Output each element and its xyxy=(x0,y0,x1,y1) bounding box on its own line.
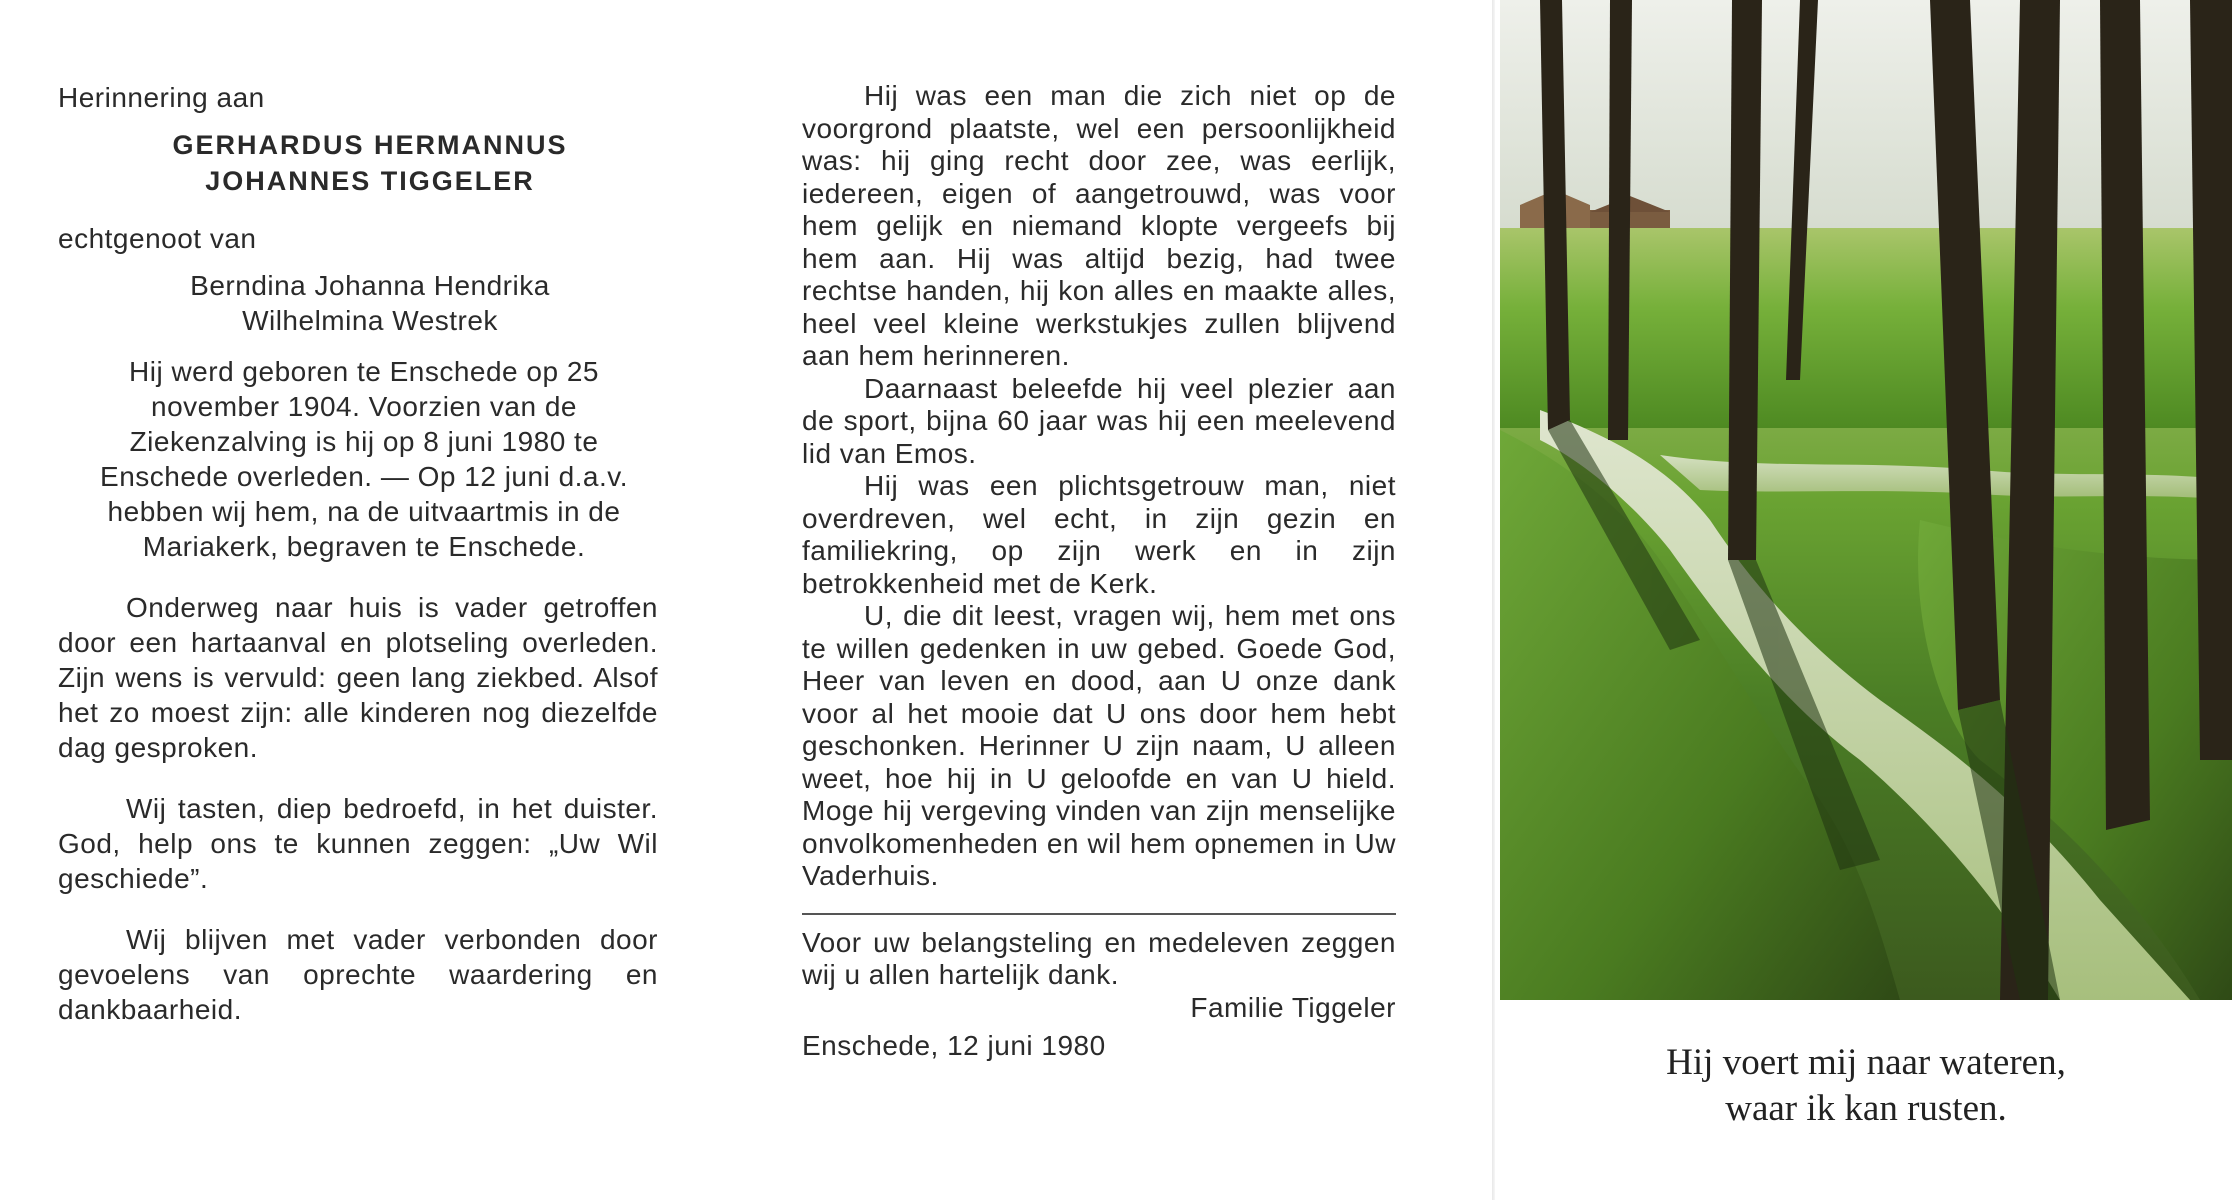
deceased-name xyxy=(58,127,658,199)
spouse-label: echtgenoot van xyxy=(58,223,257,254)
left-column xyxy=(58,80,658,1053)
photo-caption xyxy=(1500,1040,2232,1132)
divider-line xyxy=(802,913,1396,915)
middle-column xyxy=(802,80,1396,1063)
landscape-photo xyxy=(1500,0,2232,1000)
left-paragraph-3: Wij blijven met vader verbonden door gevoelens van oprechte waardering en dankbaarheid. xyxy=(58,924,658,1025)
middle-paragraph-3: Hij was een plichtsgetrouw man, niet overdreven, wel echt, in zijn gezin en familiekring, op zijn werk en in zijn betrokkenheid met de Kerk. xyxy=(802,470,1396,599)
left-paragraph-2: Wij tasten, diep bedroefd, in het duister. God, help ons te kunnen zeggen: „Uw Wil geschiede”. xyxy=(58,793,658,894)
caption-line1: Hij voert mij naar wateren, xyxy=(1666,1042,2066,1083)
family-signature: Familie Tiggeler xyxy=(1190,991,1396,1023)
intro-text: Herinnering aan xyxy=(58,82,265,113)
middle-paragraph-2: Daarnaast beleefde hij veel plezier aan de sport, bijna 60 jaar was hij een meelevend lid van Emos. xyxy=(802,372,1396,469)
left-paragraph-1: Onderweg naar huis is vader getroffen door een hartaanval en plotseling overleden. Zijn wens is vervuld: geen lang ziekbed. Alsof het zo moest zijn: alle kinderen nog diezelfde dag gesproken. xyxy=(58,592,658,763)
fold-line xyxy=(1492,0,1495,1200)
deceased-name-line1: GERHARDUS HERMANNUS xyxy=(172,130,568,160)
birth-death-text: Hij werd geboren te Enschede op 25 november 1904. Voorzien van de Ziekenzalving is hij op 8 juni 1980 te Enschede overleden. — Op 12 juni d.a.v. hebben wij hem, na de uitvaartmis in de Mariakerk, begraven te Enschede. xyxy=(100,356,628,562)
spouse-name xyxy=(58,268,658,338)
spouse-name-line1: Berndina Johanna Hendrika xyxy=(190,270,550,301)
middle-paragraph-4: U, die dit leest, vragen wij, hem met ons te willen gedenken in uw gebed. Goede God, Heer van leven en dood, aan U onze dank voor al het mooie dat U ons door hem hebt geschonken. Herinner U zijn naam, U alleen weet, hoe hij in U geloofde en van U hield. Moge hij vergeving vinden van zijn menselijke onvolkomenheden en wil hem opnemen in Uw Vaderhuis. xyxy=(802,600,1396,891)
deceased-name-line2: JOHANNES TIGGELER xyxy=(205,166,535,196)
place-date: Enschede, 12 juni 1980 xyxy=(802,1030,1106,1061)
caption-line2: waar ik kan rusten. xyxy=(1725,1088,2007,1129)
landscape-illustration xyxy=(1500,0,2232,1000)
middle-paragraph-1: Hij was een man die zich niet op de voorgrond plaatste, wel een persoonlijkheid was: hij ging recht door zee, was eerlijk, iedereen, eigen of aangetrouwd, was voor hem gelijk en niemand klopte vergeefs bij hem aan. Hij was altijd bezig, had twee rechtse handen, hij kon alles en maakte alles, heel veel kleine werkstukjes zullen blijvend aan hem herinneren. xyxy=(802,80,1396,371)
spouse-name-line2: Wilhelmina Westrek xyxy=(242,305,498,336)
thanks-text: Voor uw belangsteling en medeleven zeggen wij u allen hartelijk dank. xyxy=(802,926,1396,990)
